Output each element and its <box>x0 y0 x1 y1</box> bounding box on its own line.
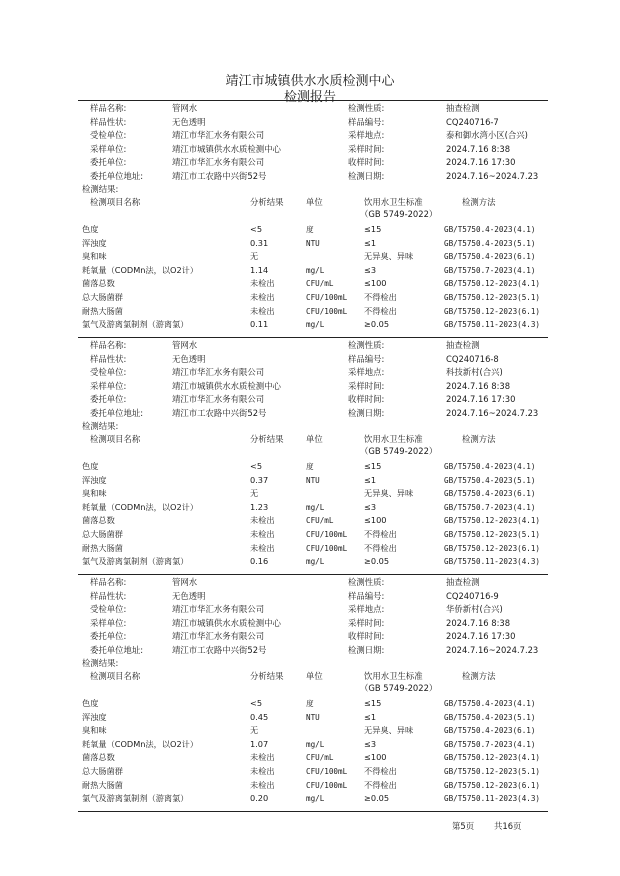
column-method: 检测方法 <box>462 434 496 444</box>
info-label: 采样地点: <box>348 604 385 614</box>
table-row <box>78 474 548 488</box>
test-method: GB/T5750.11-2023(4.3) <box>444 557 541 567</box>
test-item: 浑浊度 <box>82 474 107 485</box>
test-unit: CFU/100mL <box>306 767 348 776</box>
test-standard: ≤100 <box>364 278 387 289</box>
sample-info-row <box>78 392 548 406</box>
info-label: 委托单位地址: <box>90 170 144 181</box>
test-method: GB/T5750.11-2023(4.3) <box>444 794 541 804</box>
column-method: 检测方法 <box>462 197 496 207</box>
test-method: GB/T5750.12-2023(6.1) <box>444 306 541 316</box>
column-result: 分析结果 <box>250 671 284 681</box>
test-item: 色度 <box>82 461 99 471</box>
table-row <box>78 779 548 793</box>
table-row <box>78 264 548 278</box>
table-row <box>78 738 548 752</box>
test-result: 1.14 <box>250 264 269 275</box>
test-result: <5 <box>250 461 263 471</box>
test-unit: mg/L <box>306 794 325 804</box>
info-value: 无色透明 <box>172 590 206 601</box>
test-result: 0.20 <box>250 793 269 804</box>
test-method: GB/T5750.12-2023(5.1) <box>444 767 541 776</box>
test-standard: ≥0.05 <box>364 556 390 567</box>
info-value: 管网水 <box>172 340 198 350</box>
test-method: GB/T5750.4-2023(4.1) <box>444 225 536 234</box>
test-standard: 不得检出 <box>364 305 397 316</box>
info-label: 检测性质: <box>348 103 385 113</box>
test-item: 臭和味 <box>82 725 107 736</box>
test-standard: 不得检出 <box>364 766 397 776</box>
info-value: 靖江市华汇水务有限公司 <box>172 130 265 140</box>
table-row <box>78 751 548 765</box>
test-method: GB/T5750.4-2023(5.1) <box>444 712 536 722</box>
info-label: 检测性质: <box>348 577 385 587</box>
test-unit: CFU/100mL <box>306 543 348 553</box>
test-item: 臭和味 <box>82 251 107 262</box>
test-result: 未检出 <box>250 529 275 539</box>
sample-info-row <box>78 338 548 352</box>
info-label: 样品编号: <box>348 116 385 127</box>
column-item: 检测项目名称 <box>90 671 141 681</box>
column-unit: 单位 <box>306 434 323 444</box>
test-item: 耐热大肠菌 <box>82 305 123 316</box>
test-item: 色度 <box>82 698 99 708</box>
info-label: 委托单位地址: <box>90 644 144 655</box>
test-unit: mg/L <box>306 557 325 567</box>
sample-info-row <box>78 365 548 379</box>
test-standard: 不得检出 <box>364 292 397 302</box>
test-item: 菌落总数 <box>82 752 115 763</box>
info-label: 检测日期: <box>348 170 385 181</box>
test-standard: ≤15 <box>364 461 382 471</box>
test-unit: CFU/mL <box>306 279 334 289</box>
results-table-header <box>78 196 548 220</box>
info-label: 委托单位: <box>90 631 127 641</box>
sample-info-row <box>78 575 548 589</box>
column-result: 分析结果 <box>250 197 284 207</box>
info-value: 靖江市华汇水务有限公司 <box>172 157 265 167</box>
sample-info-row <box>78 629 548 643</box>
test-standard: ≤100 <box>364 752 387 763</box>
column-standard-code: （GB 5749-2022） <box>360 683 438 693</box>
table-row <box>78 514 548 528</box>
test-result: 未检出 <box>250 292 275 302</box>
test-method: GB/T5750.4-2023(4.1) <box>444 699 536 708</box>
test-item: 耗氧量（CODMn法，以O2计） <box>82 501 199 512</box>
test-item: 菌落总数 <box>82 278 115 289</box>
info-value: 靖江市工农路中兴街52号 <box>172 644 267 655</box>
test-result: 未检出 <box>250 766 275 776</box>
sample-info-row <box>78 643 548 657</box>
test-standard: ≤15 <box>364 698 382 708</box>
test-unit: NTU <box>306 238 320 248</box>
results-label: 检测结果: <box>82 184 119 194</box>
page-total: 共16页 <box>494 821 522 831</box>
test-method: GB/T5750.4-2023(6.1) <box>444 726 536 736</box>
info-value: 2024.7.16 8:38 <box>446 380 511 391</box>
test-item: 耐热大肠菌 <box>82 542 123 553</box>
info-value: 管网水 <box>172 103 198 113</box>
info-value: 泰和御水湾小区(合兴) <box>446 130 528 140</box>
test-unit: NTU <box>306 712 320 722</box>
test-item: 氯气及游离氯制剂（游离氯） <box>82 319 189 330</box>
test-method: GB/T5750.12-2023(6.1) <box>444 780 541 790</box>
table-row <box>78 697 548 711</box>
test-standard: 无异臭、异味 <box>364 251 414 262</box>
info-value: 2024.7.16~2024.7.23 <box>446 644 539 655</box>
info-label: 采样单位: <box>90 143 127 154</box>
info-label: 采样时间: <box>348 380 385 391</box>
info-value: 靖江市城镇供水水质检测中心 <box>172 380 281 391</box>
sample-info-row <box>78 115 548 129</box>
test-standard: ≤1 <box>364 237 377 248</box>
test-method: GB/T5750.12-2023(4.1) <box>444 753 541 763</box>
test-standard: ≥0.05 <box>364 793 390 804</box>
table-row <box>78 792 548 806</box>
test-method: GB/T5750.4-2023(5.1) <box>444 475 536 485</box>
test-result: 无 <box>250 725 259 736</box>
info-label: 检测日期: <box>348 644 385 655</box>
table-row <box>78 250 548 264</box>
sample-info-row <box>78 169 548 183</box>
table-row <box>78 711 548 725</box>
column-item: 检测项目名称 <box>90 434 141 444</box>
sample-info-row <box>78 589 548 603</box>
test-standard: ≥0.05 <box>364 319 390 330</box>
info-value: 管网水 <box>172 577 198 587</box>
test-unit: 度 <box>306 225 314 234</box>
results-label: 检测结果: <box>82 421 119 431</box>
sample-info-row <box>78 155 548 169</box>
column-standard-code: （GB 5749-2022） <box>360 209 438 219</box>
sample-report-block <box>78 574 548 804</box>
table-row <box>78 291 548 305</box>
info-value: CQ240716-9 <box>446 590 499 601</box>
report-title: 检测报告 <box>283 90 336 105</box>
column-result: 分析结果 <box>250 434 284 444</box>
test-unit: mg/L <box>306 739 325 749</box>
test-unit: NTU <box>306 475 320 485</box>
results-table-header <box>78 670 548 694</box>
column-standard: 饮用水卫生标准 <box>364 671 423 681</box>
org-title: 靖江市城镇供水水质检测中心 <box>225 74 395 89</box>
info-label: 采样单位: <box>90 380 127 391</box>
info-label: 采样时间: <box>348 617 385 628</box>
test-unit: CFU/mL <box>306 753 334 763</box>
results-table-header <box>78 433 548 457</box>
sample-info-row <box>78 142 548 156</box>
sample-info-row <box>78 101 548 115</box>
sample-info-row <box>78 602 548 616</box>
info-label: 委托单位: <box>90 394 127 404</box>
test-method: GB/T5750.4-2023(6.1) <box>444 252 536 262</box>
info-label: 受检单位: <box>90 130 127 140</box>
test-item: 浑浊度 <box>82 237 107 248</box>
sample-report-block <box>78 100 548 330</box>
info-value: 华侨新村(合兴) <box>446 604 503 614</box>
info-label: 样品编号: <box>348 353 385 364</box>
test-standard: ≤3 <box>364 264 377 275</box>
test-result: 0.16 <box>250 556 269 567</box>
table-row <box>78 487 548 501</box>
info-value: 2024.7.16 17:30 <box>446 394 516 404</box>
info-value: CQ240716-7 <box>446 116 499 127</box>
info-value: CQ240716-8 <box>446 353 499 364</box>
info-value: 2024.7.16~2024.7.23 <box>446 407 539 418</box>
test-method: GB/T5750.12-2023(4.1) <box>444 516 541 526</box>
info-label: 收样时间: <box>348 157 385 167</box>
column-unit: 单位 <box>306 671 323 681</box>
info-label: 采样地点: <box>348 367 385 377</box>
info-value: 靖江市工农路中兴街52号 <box>172 170 267 181</box>
test-method: GB/T5750.12-2023(4.1) <box>444 279 541 289</box>
info-label: 采样时间: <box>348 143 385 154</box>
info-label: 采样地点: <box>348 130 385 140</box>
test-standard: ≤1 <box>364 474 377 485</box>
info-value: 靖江市城镇供水水质检测中心 <box>172 617 281 628</box>
test-result: 未检出 <box>250 515 275 526</box>
test-item: 耗氧量（CODMn法，以O2计） <box>82 738 199 749</box>
info-value: 抽查检测 <box>446 577 480 587</box>
test-method: GB/T5750.4-2023(5.1) <box>444 238 536 248</box>
info-value: 靖江市城镇供水水质检测中心 <box>172 143 281 154</box>
test-result: <5 <box>250 698 263 708</box>
info-value: 2024.7.16 8:38 <box>446 617 511 628</box>
table-row <box>78 501 548 515</box>
column-standard: 饮用水卫生标准 <box>364 197 423 207</box>
test-item: 总大肠菌群 <box>82 529 123 539</box>
test-unit: CFU/100mL <box>306 530 348 539</box>
info-label: 样品性状: <box>90 353 127 364</box>
table-row <box>78 724 548 738</box>
info-label: 样品编号: <box>348 590 385 601</box>
test-standard: ≤100 <box>364 515 387 526</box>
info-label: 收样时间: <box>348 394 385 404</box>
column-standard-code: （GB 5749-2022） <box>360 446 438 456</box>
test-result: 无 <box>250 251 259 262</box>
test-method: GB/T5750.7-2023(4.1) <box>444 502 536 512</box>
test-item: 总大肠菌群 <box>82 292 123 302</box>
test-method: GB/T5750.7-2023(4.1) <box>444 265 536 275</box>
test-standard: 不得检出 <box>364 542 397 553</box>
test-standard: 不得检出 <box>364 529 397 539</box>
test-item: 浑浊度 <box>82 711 107 722</box>
info-label: 委托单位地址: <box>90 407 144 418</box>
test-method: GB/T5750.11-2023(4.3) <box>444 320 541 330</box>
sample-report-block <box>78 337 548 567</box>
table-row <box>78 305 548 319</box>
info-value: 无色透明 <box>172 116 206 127</box>
page-number: 第5页 <box>452 821 475 831</box>
info-label: 检测性质: <box>348 340 385 350</box>
test-method: GB/T5750.4-2023(6.1) <box>444 489 536 499</box>
test-result: 0.37 <box>250 474 269 485</box>
table-row <box>78 237 548 251</box>
test-result: 0.45 <box>250 711 269 722</box>
table-row <box>78 528 548 542</box>
test-standard: 无异臭、异味 <box>364 725 414 736</box>
info-value: 抽查检测 <box>446 103 480 113</box>
test-standard: ≤3 <box>364 501 377 512</box>
info-label: 样品性状: <box>90 590 127 601</box>
info-value: 科技新村(合兴) <box>446 367 503 377</box>
info-label: 采样单位: <box>90 617 127 628</box>
table-row <box>78 555 548 569</box>
info-value: 2024.7.16 17:30 <box>446 631 516 641</box>
test-standard: ≤3 <box>364 738 377 749</box>
sample-info-row <box>78 379 548 393</box>
test-standard: ≤15 <box>364 224 382 234</box>
test-item: 臭和味 <box>82 488 107 499</box>
test-unit: 度 <box>306 699 314 708</box>
test-item: 耐热大肠菌 <box>82 779 123 790</box>
info-value: 靖江市工农路中兴街52号 <box>172 407 267 418</box>
test-unit: CFU/mL <box>306 516 334 526</box>
test-result: 未检出 <box>250 752 275 763</box>
info-label: 受检单位: <box>90 604 127 614</box>
table-row <box>78 223 548 237</box>
info-value: 靖江市华汇水务有限公司 <box>172 367 265 377</box>
sample-info-row <box>78 352 548 366</box>
test-standard: 无异臭、异味 <box>364 488 414 499</box>
test-result: 无 <box>250 488 259 499</box>
info-value: 抽查检测 <box>446 340 480 350</box>
test-result: 未检出 <box>250 542 275 553</box>
test-method: GB/T5750.4-2023(4.1) <box>444 462 536 471</box>
test-unit: CFU/100mL <box>306 780 348 790</box>
column-standard: 饮用水卫生标准 <box>364 434 423 444</box>
info-label: 收样时间: <box>348 631 385 641</box>
info-label: 样品名称: <box>90 340 127 350</box>
test-result: 未检出 <box>250 305 275 316</box>
test-item: 菌落总数 <box>82 515 115 526</box>
test-unit: 度 <box>306 462 314 471</box>
info-label: 样品性状: <box>90 116 127 127</box>
test-result: 0.11 <box>250 319 269 330</box>
info-label: 委托单位: <box>90 157 127 167</box>
test-result: 0.31 <box>250 237 269 248</box>
info-value: 2024.7.16 8:38 <box>446 143 511 154</box>
info-label: 检测日期: <box>348 407 385 418</box>
table-row <box>78 765 548 779</box>
info-label: 样品名称: <box>90 577 127 587</box>
test-item: 耗氧量（CODMn法，以O2计） <box>82 264 199 275</box>
test-standard: 不得检出 <box>364 779 397 790</box>
sample-info-row <box>78 406 548 420</box>
info-value: 靖江市华汇水务有限公司 <box>172 631 265 641</box>
results-label: 检测结果: <box>82 658 119 668</box>
test-item: 氯气及游离氯制剂（游离氯） <box>82 793 189 804</box>
info-value: 2024.7.16 17:30 <box>446 157 516 167</box>
test-item: 色度 <box>82 224 99 234</box>
sample-info-row <box>78 616 548 630</box>
test-result: 未检出 <box>250 278 275 289</box>
test-method: GB/T5750.12-2023(5.1) <box>444 293 541 302</box>
test-unit: mg/L <box>306 265 325 275</box>
table-row <box>78 542 548 556</box>
column-method: 检测方法 <box>462 671 496 681</box>
test-result: 1.07 <box>250 738 269 749</box>
info-value: 靖江市华汇水务有限公司 <box>172 604 265 614</box>
test-item: 氯气及游离氯制剂（游离氯） <box>82 556 189 567</box>
table-row <box>78 460 548 474</box>
sample-info-row <box>78 128 548 142</box>
test-method: GB/T5750.12-2023(6.1) <box>444 543 541 553</box>
test-method: GB/T5750.7-2023(4.1) <box>444 739 536 749</box>
test-unit: CFU/100mL <box>306 306 348 316</box>
info-value: 2024.7.16~2024.7.23 <box>446 170 539 181</box>
table-row <box>78 277 548 291</box>
test-result: <5 <box>250 224 263 234</box>
test-method: GB/T5750.12-2023(5.1) <box>444 530 541 539</box>
test-unit: CFU/100mL <box>306 293 348 302</box>
info-label: 受检单位: <box>90 367 127 377</box>
column-unit: 单位 <box>306 197 323 207</box>
column-item: 检测项目名称 <box>90 197 141 207</box>
test-unit: mg/L <box>306 502 325 512</box>
test-result: 1.23 <box>250 501 269 512</box>
info-value: 无色透明 <box>172 353 206 364</box>
test-standard: ≤1 <box>364 711 377 722</box>
info-label: 样品名称: <box>90 103 127 113</box>
test-item: 总大肠菌群 <box>82 766 123 776</box>
test-unit: mg/L <box>306 320 325 330</box>
info-value: 靖江市华汇水务有限公司 <box>172 394 265 404</box>
test-result: 未检出 <box>250 779 275 790</box>
table-row <box>78 318 548 332</box>
divider-line <box>78 811 548 812</box>
